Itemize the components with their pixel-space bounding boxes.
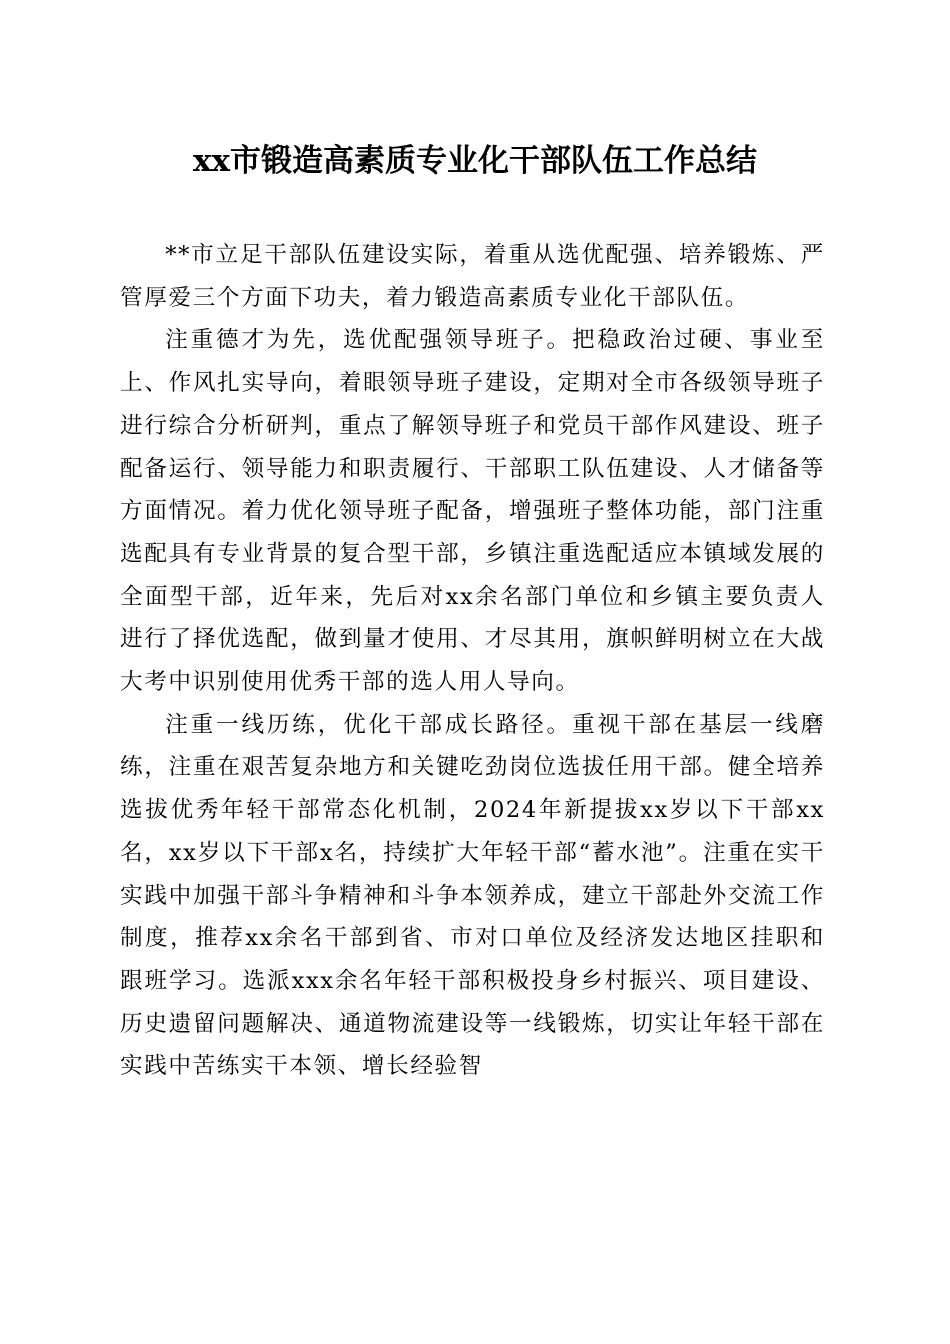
paragraph-frontline: 注重一线历练，优化干部成长路径。重视干部在基层一线磨练，注重在艰苦复杂地方和关键吃劲岗位选拔任用干部。健全培养选拔优秀年轻干部常态化机制，2024年新提拔xx岁以下干部xx名，xx岁以下干部x名，持续扩大年轻干部“蓄水池”。注重在实干实践中加强干部斗争精神和斗争本领养成，建立干部赴外交流工作制度，推荐xx余名干部到省、市对口单位及经济发达地区挂职和跟班学习。选派xxx余名年轻干部积极投身乡村振兴、项目建设、历史遗留问题解决、通道物流建设等一线锻炼，切实让年轻干部在实践中苦练实干本领、增长经验智 [120,711,825,1080]
document-body [120,234,825,1088]
paragraph-leadership: 注重德才为先，选优配强领导班子。把稳政治过硬、事业至上、作风扎实导向，着眼领导班子建设，定期对全市各级领导班子进行综合分析研判，重点了解领导班子和党员干部作风建设、班子配备运行、领导能力和职责履行、干部职工队伍建设、人才储备等方面情况。着力优化领导班子配备，增强班子整体功能，部门注重选配具有专业背景的复合型干部，乡镇注重选配适应本镇域发展的全面型干部，近年来，先后对xx余名部门单位和乡镇主要负责人进行了择优选配，做到量才使用、才尽其用，旗帜鲜明树立在大战大考中识别使用优秀干部的选人用人导向。 [120,327,825,696]
paragraph-intro: **市立足干部队伍建设实际，着重从选优配强、培养锻炼、严管厚爱三个方面下功夫，着力锻造高素质专业化干部队伍。 [120,242,825,311]
document-title: xx市锻造高素质专业化干部队伍工作总结 [193,143,757,179]
